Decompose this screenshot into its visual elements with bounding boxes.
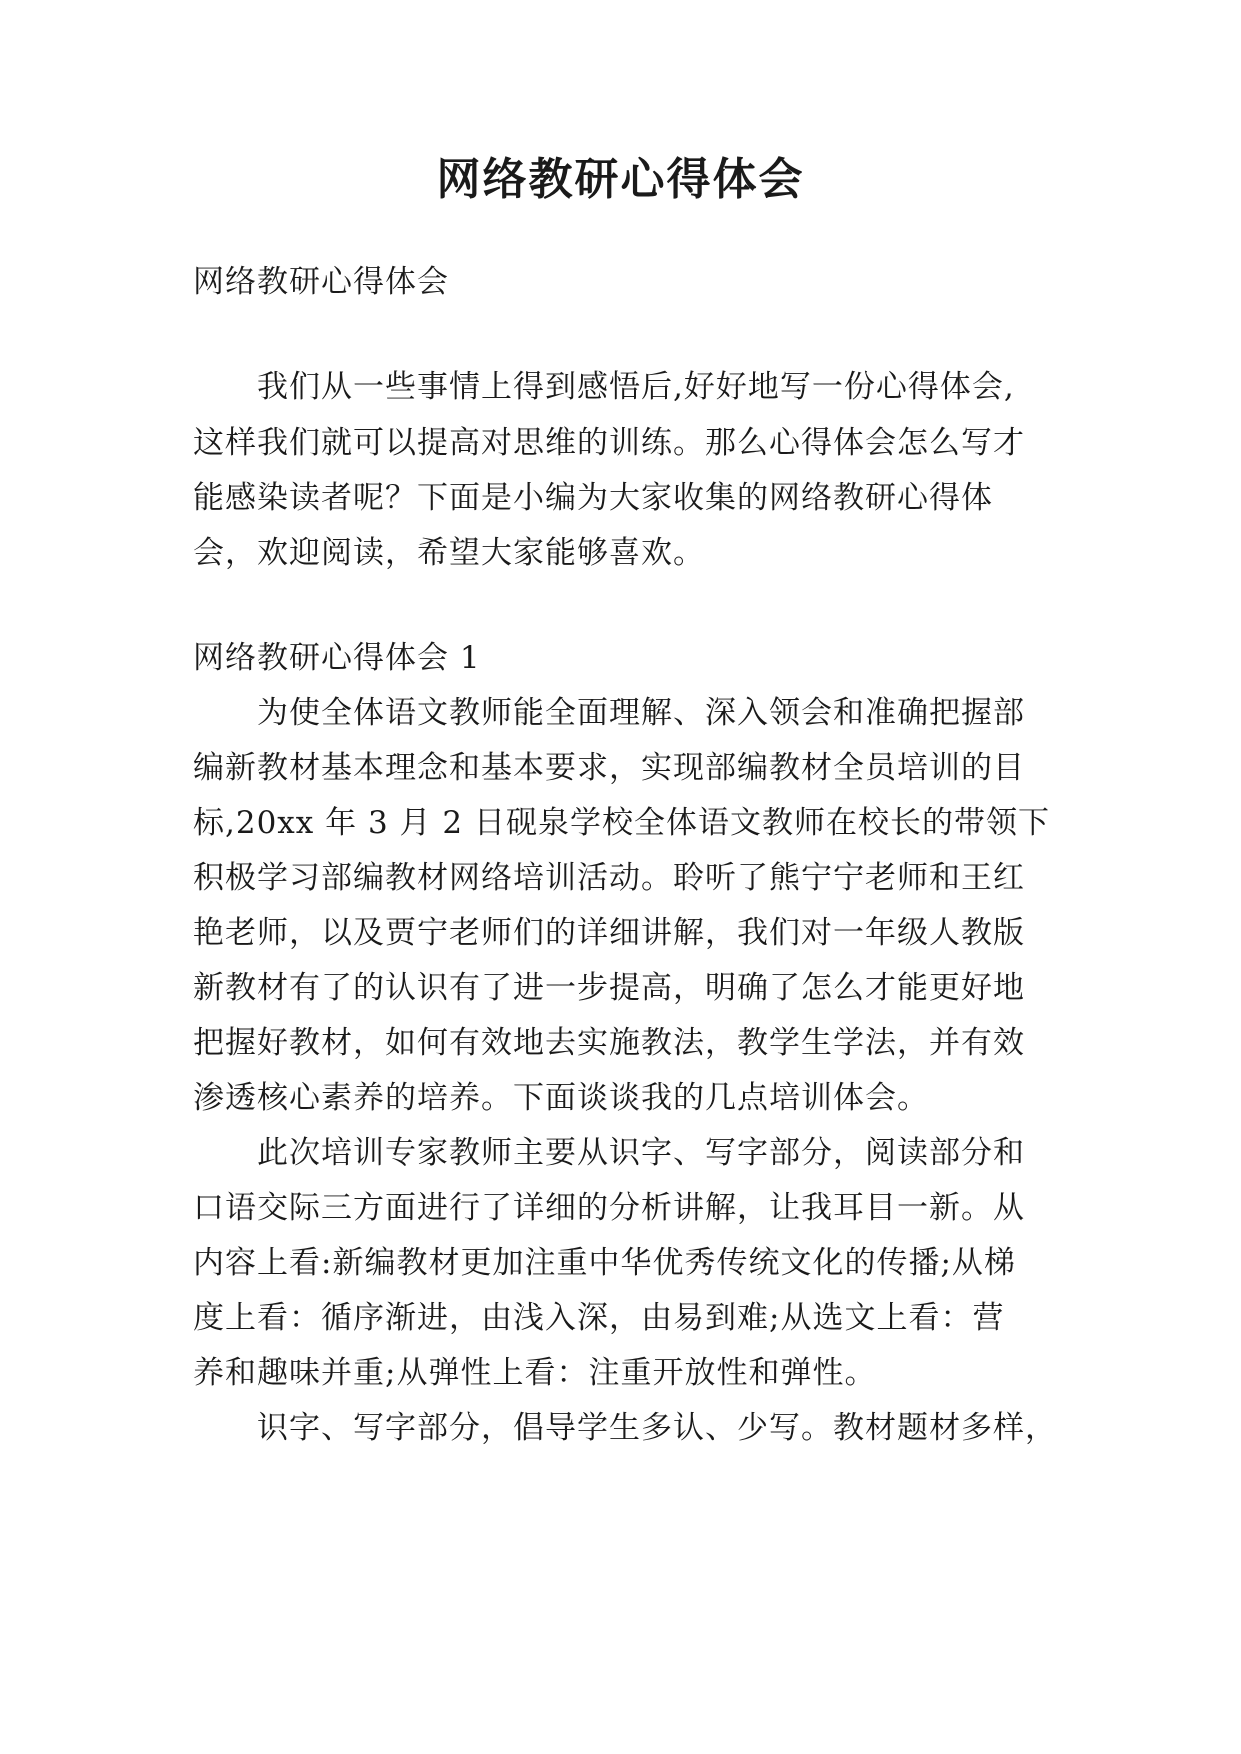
paragraph-line: 标,20xx 年 3 月 2 日砚泉学校全体语文教师在校长的带领下 xyxy=(193,805,1050,841)
intro-line: 我们从一些事情上得到感悟后,好好地写一份心得体会, xyxy=(257,369,1015,405)
paragraph-line: 渗透核心素养的培养。下面谈谈我的几点培训体会。 xyxy=(193,1080,929,1116)
paragraph-line: 艳老师，以及贾宁老师们的详细讲解，我们对一年级人教版 xyxy=(193,915,1025,951)
paragraph-line: 度上看：循序渐进，由浅入深，由易到难;从选文上看：营 xyxy=(193,1300,1005,1336)
intro-line: 会，欢迎阅读，希望大家能够喜欢。 xyxy=(193,535,705,571)
paragraph-line: 积极学习部编教材网络培训活动。聆听了熊宁宁老师和王红 xyxy=(193,860,1025,896)
intro-line: 这样我们就可以提高对思维的训练。那么心得体会怎么写才 xyxy=(193,425,1025,461)
paragraph-line: 为使全体语文教师能全面理解、深入领会和准确把握部 xyxy=(257,695,1025,731)
paragraph-line: 此次培训专家教师主要从识字、写字部分，阅读部分和 xyxy=(257,1135,1025,1171)
document-subtitle: 网络教研心得体会 xyxy=(193,264,449,300)
paragraph-line: 口语交际三方面进行了详细的分析讲解，让我耳目一新。从 xyxy=(193,1190,1025,1226)
paragraph-line: 识字、写字部分，倡导学生多认、少写。教材题材多样， xyxy=(257,1410,1057,1446)
paragraph-line: 新教材有了的认识有了进一步提高，明确了怎么才能更好地 xyxy=(193,970,1025,1006)
paragraph-line: 养和趣味并重;从弹性上看：注重开放性和弹性。 xyxy=(193,1355,877,1391)
document-title: 网络教研心得体会 xyxy=(436,154,805,205)
paragraph-line: 把握好教材，如何有效地去实施教法，教学生学法，并有效 xyxy=(193,1025,1025,1061)
paragraph-line: 内容上看:新编教材更加注重中华优秀传统文化的传播;从梯 xyxy=(193,1245,1016,1281)
paragraph-line: 编新教材基本理念和基本要求，实现部编教材全员培训的目 xyxy=(193,750,1025,786)
intro-line: 能感染读者呢？下面是小编为大家收集的网络教研心得体 xyxy=(193,480,993,516)
section-heading: 网络教研心得体会 1 xyxy=(193,640,481,676)
